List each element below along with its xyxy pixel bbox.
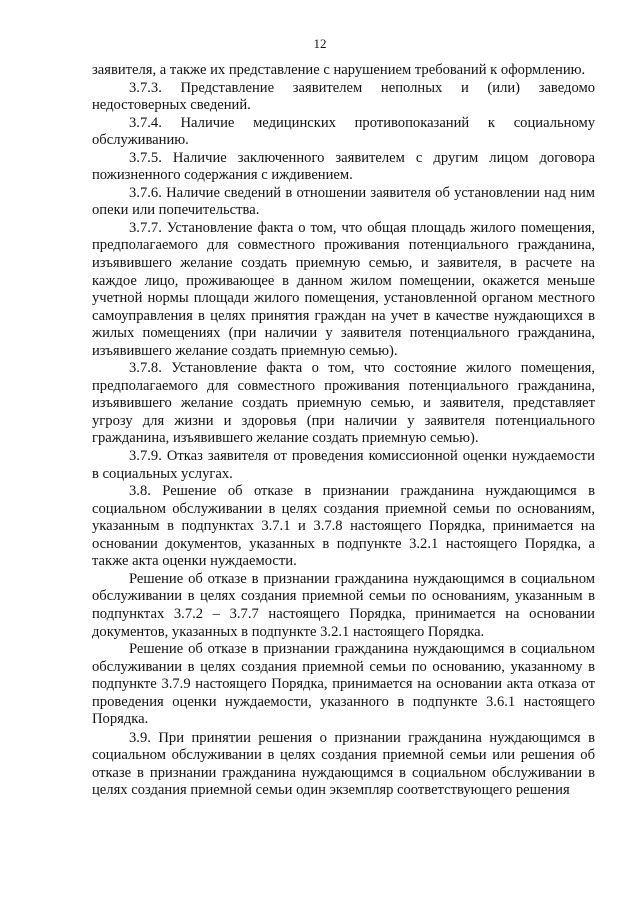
paragraph-3-8-third: Решение об отказе в признании гражданина нуждающимся в социальном обслуживании в целях создания приемной семьи по основанию, указанному в подпункте 3.7.9 настоящего Порядка, принимается на основании акта отказа от проведения оценки нуждаемости, указанного в подпункте 3.6.1 настоящего Порядка. [92, 641, 595, 728]
paragraph-3-9: 3.9. При принятии решения о признании гражданина нуждающимся в социальном обслуживании в целях создания приемной семьи или решения об отказе в признании гражданина нуждающимся в социальном обслуживании в целях создания приемной семьи один экземпляр соответствующего решения [92, 729, 595, 799]
paragraph-3-7-6: 3.7.6. Наличие сведений в отношении заявителя об установлении над ним опеки или попечительства. [92, 184, 595, 219]
paragraph-3-7-8: 3.7.8. Установление факта о том, что состояние жилого помещения, предполагаемого для совместного проживания потенциального гражданина, изъявившего желание создать приемную семью, и заявителя, представляет угрозу для жизни и здоровья (при наличии у заявителя потенциального гражданина, изъявившего желание создать приемную семью). [92, 360, 595, 447]
paragraph-3-7-9: 3.7.9. Отказ заявителя от проведения комиссионной оценки нуждаемости в социальных услугах. [92, 448, 595, 482]
paragraph-3-7-7: 3.7.7. Установление факта о том, что общая площадь жилого помещения, предполагаемого для совместного проживания потенциального гражданина, изъявившего желание создать приемную семью, и заявителя, в расчете на каждое лицо, проживающее в данном жилом помещении, окажется меньше учетной нормы площади жилого помещения, установленной органом местного самоуправления в целях принятия граждан на учет в качестве нуждающихся в жилых помещениях (при наличии у заявителя потенциального гражданина, изъявившего желание создать приемную семью). [92, 219, 595, 359]
document-body [92, 62, 595, 800]
paragraph-3-7-5: 3.7.5. Наличие заключенного заявителем с другим лицом договора пожизненного содержания с иждивением. [92, 149, 595, 184]
paragraph-3-7-3: 3.7.3. Представление заявителем неполных и (или) заведомо недостоверных сведений. [92, 79, 595, 114]
paragraph-3-7-4: 3.7.4. Наличие медицинских противопоказаний к социальному обслуживанию. [92, 114, 595, 149]
paragraph-3-8-second: Решение об отказе в признании гражданина нуждающимся в социальном обслуживании в целях создания приемной семьи по основаниям, указанным в подпунктах 3.7.2 – 3.7.7 настоящего Порядка, принимается на основании документов, указанных в подпункте 3.2.1 настоящего Порядка. [92, 570, 595, 640]
paragraph-continuation: заявителя, а также их представление с нарушением требований к оформлению. [92, 62, 586, 78]
page-number: 12 [313, 36, 327, 51]
paragraph-3-8: 3.8. Решение об отказе в признании гражданина нуждающимся в социальном обслуживании в целях создания приемной семьи по основаниям, указанным в подпунктах 3.7.1 и 3.7.8 настоящего Порядка, принимается на основании документов, указанных в подпункте 3.2.1 настоящего Порядка, а также акта оценки нуждаемости. [92, 483, 595, 570]
